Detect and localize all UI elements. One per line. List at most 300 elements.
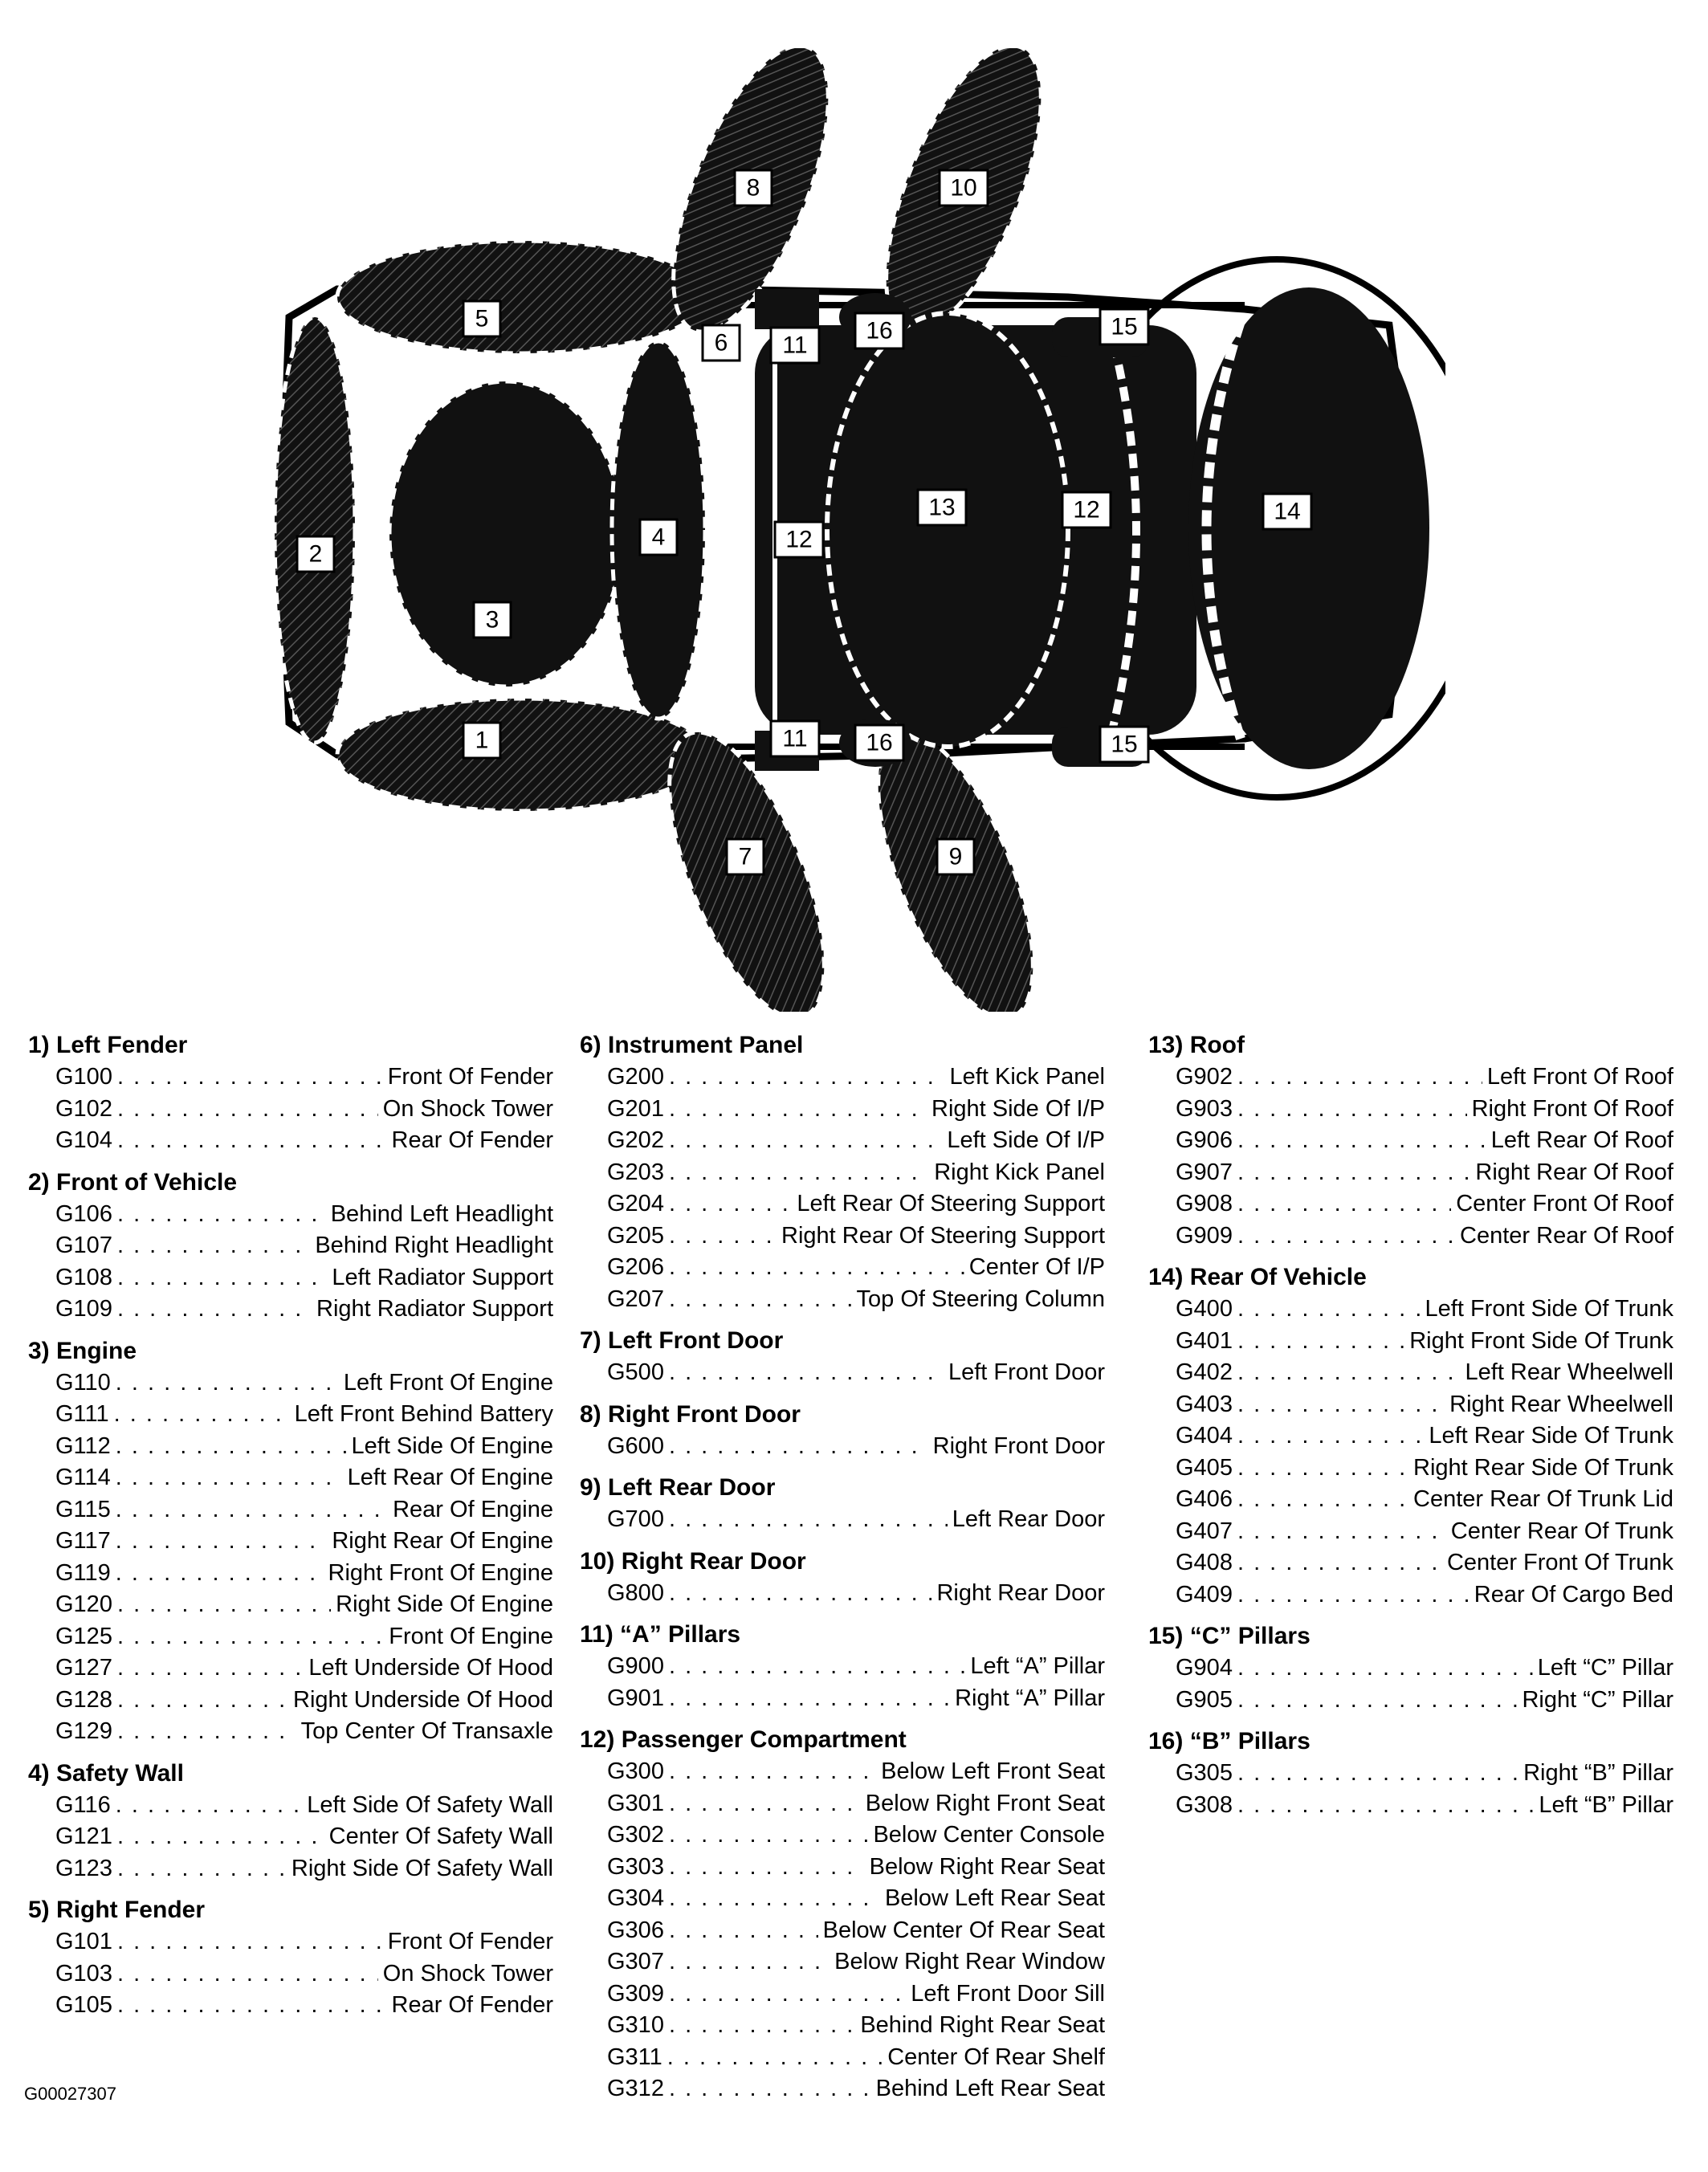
- legend-group: [28, 1894, 574, 2022]
- ground-code: G111: [55, 1401, 109, 1427]
- ground-code: G310: [607, 2012, 664, 2038]
- ground-code: G103: [55, 1960, 112, 1987]
- legend-entry: [1148, 1579, 1673, 1612]
- zone-5-right-fender: [337, 241, 707, 353]
- dot-leader: [669, 1820, 869, 1852]
- ground-code: G402: [1176, 1359, 1233, 1385]
- legend-entry: [580, 1431, 1105, 1463]
- legend-group: [580, 1619, 1126, 1714]
- legend-entry: [580, 1820, 1105, 1852]
- ground-code: G907: [1176, 1159, 1233, 1185]
- dot-leader: [117, 1262, 327, 1294]
- ground-location: Right Rear Side Of Trunk: [1413, 1454, 1673, 1481]
- dot-leader: [117, 1990, 387, 2022]
- dot-leader: [117, 1716, 296, 1748]
- legend-entry: [580, 1188, 1105, 1220]
- ground-code: G909: [1176, 1222, 1233, 1249]
- ground-code: G106: [55, 1200, 112, 1227]
- zone-number: 14: [1274, 498, 1301, 525]
- legend-entry: [28, 1652, 553, 1685]
- ground-code: G105: [55, 1992, 112, 2018]
- dot-leader: [117, 1685, 288, 1717]
- ground-code: G901: [607, 1685, 664, 1711]
- ground-code: G107: [55, 1233, 112, 1258]
- dot-leader: [1237, 1484, 1408, 1516]
- ground-code: G908: [1176, 1191, 1233, 1216]
- ground-code: G403: [1176, 1391, 1233, 1417]
- ground-code: G404: [1176, 1423, 1233, 1449]
- dot-leader: [117, 1199, 326, 1231]
- legend-entry: [28, 1125, 553, 1157]
- dot-leader: [669, 1220, 777, 1253]
- dot-leader: [117, 1621, 384, 1653]
- dot-leader: [1237, 1094, 1467, 1126]
- zone-number: 8: [746, 174, 760, 202]
- dot-leader: [117, 1652, 304, 1685]
- ground-code: G129: [55, 1718, 112, 1744]
- legend-entry: [1148, 1790, 1673, 1822]
- dot-leader: [669, 1883, 880, 1915]
- ground-location: Right “B” Pillar: [1523, 1760, 1673, 1786]
- legend-entry: [28, 1294, 553, 1326]
- legend-entry: [28, 1958, 553, 1991]
- zone-label: [640, 520, 677, 555]
- zone-number: 16: [866, 729, 893, 756]
- ground-location: Below Center Of Rear Seat: [822, 1917, 1105, 1943]
- legend-entry: [580, 1946, 1105, 1978]
- legend-group: [28, 1335, 574, 1748]
- ground-location: Center Rear Of Trunk: [1450, 1518, 1673, 1544]
- legend-group-title: 12) Passenger Compartment: [580, 1726, 907, 1753]
- dot-leader: [116, 1526, 328, 1558]
- ground-location: Left Front Door Sill: [911, 1980, 1105, 2007]
- dot-leader: [1237, 1357, 1461, 1389]
- dot-leader: [1237, 1652, 1533, 1685]
- ground-code: G406: [1176, 1486, 1233, 1512]
- dot-leader: [116, 1558, 324, 1590]
- vehicle-ground-location-diagram: [241, 48, 1445, 1012]
- dot-leader: [669, 1062, 945, 1094]
- legend-entry: [28, 1199, 553, 1231]
- dot-leader: [669, 2010, 855, 2042]
- dot-leader: [114, 1399, 290, 1431]
- ground-location: Right Front Of Roof: [1471, 1095, 1673, 1122]
- legend-entry: [28, 1621, 553, 1653]
- ground-location: Left “C” Pillar: [1537, 1655, 1673, 1681]
- zone-label: [474, 602, 511, 638]
- zone-label: [855, 313, 903, 348]
- ground-code: G311: [607, 2044, 662, 2070]
- legend-entry: [580, 1284, 1105, 1316]
- ground-code: G309: [607, 1980, 664, 2007]
- legend-entry: [1148, 1062, 1673, 1094]
- ground-location: Left Front Side Of Trunk: [1425, 1296, 1673, 1322]
- ground-code: G109: [55, 1296, 112, 1322]
- dot-leader: [1237, 1790, 1534, 1822]
- ground-location: Right Underside Of Hood: [293, 1686, 553, 1713]
- ground-code: G127: [55, 1655, 112, 1681]
- dot-leader: [669, 1188, 792, 1220]
- legend-group-title: 14) Rear Of Vehicle: [1148, 1264, 1367, 1290]
- ground-code: G700: [607, 1506, 664, 1532]
- legend-entry: [1148, 1326, 1673, 1358]
- legend-group-title: 8) Right Front Door: [580, 1400, 801, 1428]
- ground-location: Behind Left Rear Seat: [875, 2076, 1105, 2101]
- legend-group: [28, 1029, 574, 1157]
- ground-code: G408: [1176, 1550, 1233, 1575]
- zone-number: 11: [782, 332, 808, 359]
- ground-location: Front Of Fender: [387, 1064, 553, 1090]
- ground-code: G206: [607, 1254, 664, 1280]
- dot-leader: [1237, 1294, 1421, 1326]
- legend-group-title: 3) Engine: [28, 1337, 137, 1364]
- ground-location: Right Radiator Support: [316, 1296, 553, 1322]
- dot-leader: [117, 1294, 312, 1326]
- zone-label: [1062, 492, 1111, 528]
- ground-code: G102: [55, 1095, 112, 1122]
- ground-code: G905: [1176, 1686, 1233, 1713]
- legend-group: [580, 1029, 1126, 1315]
- legend-group-title: 6) Instrument Panel: [580, 1032, 804, 1058]
- ground-location: Right Front Side Of Trunk: [1409, 1327, 1673, 1354]
- zone-label: [463, 723, 500, 758]
- dot-leader: [116, 1790, 302, 1822]
- legend-group-title: 10) Right Rear Door: [580, 1547, 806, 1575]
- legend-entry: [1148, 1188, 1673, 1220]
- ground-location: Right Rear Of Steering Support: [781, 1222, 1105, 1249]
- zone-number: 12: [785, 526, 813, 553]
- dot-leader: [669, 1431, 928, 1463]
- ground-location: Left Front Door: [948, 1359, 1105, 1385]
- dot-leader: [669, 1094, 927, 1126]
- zone-label: [727, 839, 764, 874]
- ground-location: Behind Right Rear Seat: [860, 2012, 1105, 2038]
- dot-leader: [669, 1651, 965, 1683]
- dot-leader: [116, 1462, 343, 1494]
- dot-leader: [117, 1125, 387, 1157]
- ground-code: G401: [1176, 1327, 1233, 1354]
- ground-location: Center Of Safety Wall: [328, 1824, 553, 1849]
- dot-leader: [117, 1094, 378, 1126]
- ground-code: G205: [607, 1222, 664, 1249]
- ground-code: G405: [1176, 1454, 1233, 1481]
- dot-leader: [1237, 1758, 1518, 1790]
- ground-location: Left Side Of Engine: [351, 1432, 553, 1459]
- zone-label: [703, 325, 740, 361]
- dot-leader: [669, 1788, 861, 1820]
- ground-code: G110: [55, 1369, 111, 1396]
- legend-entry: [1148, 1547, 1673, 1579]
- ground-code: G904: [1176, 1655, 1233, 1681]
- legend-group: [580, 1546, 1126, 1610]
- legend-entry: [28, 1062, 553, 1094]
- legend-entry: [28, 1462, 553, 1494]
- ground-code: G116: [55, 1791, 111, 1818]
- legend-entry: [1148, 1652, 1673, 1685]
- legend-entry: [28, 1589, 553, 1621]
- ground-location: Right Side Of I/P: [931, 1095, 1105, 1122]
- ground-location: Left Underside Of Hood: [308, 1655, 553, 1681]
- legend-entry: [580, 1978, 1105, 2011]
- ground-code: G128: [55, 1686, 112, 1713]
- legend-group-title: 4) Safety Wall: [28, 1759, 184, 1787]
- ground-location: Below Right Front Seat: [865, 1790, 1105, 1816]
- ground-location: Left Side Of I/P: [947, 1127, 1105, 1153]
- zone-shapes: [275, 48, 1429, 1012]
- dot-leader: [669, 1125, 942, 1157]
- legend-entry: [580, 2042, 1105, 2074]
- zone-label: [771, 328, 819, 363]
- ground-code: G303: [607, 1853, 664, 1880]
- dot-leader: [117, 1062, 383, 1094]
- ground-code: G900: [607, 1653, 664, 1679]
- ground-location: Left Front Of Roof: [1486, 1064, 1673, 1090]
- legend-entry: [28, 1926, 553, 1958]
- zone-label: [463, 301, 500, 336]
- ground-location: Left Rear Of Engine: [347, 1465, 553, 1490]
- legend-group-title: 7) Left Front Door: [580, 1327, 784, 1354]
- ground-location: Left “B” Pillar: [1539, 1791, 1673, 1818]
- legend-entry: [28, 1853, 553, 1885]
- ground-code: G500: [607, 1359, 664, 1385]
- ground-code: G112: [55, 1432, 111, 1459]
- ground-location: Right Side Of Engine: [336, 1591, 553, 1617]
- ground-code: G407: [1176, 1518, 1233, 1544]
- zone-label: [775, 522, 823, 557]
- dot-leader: [669, 1756, 876, 1788]
- legend-group: [580, 1325, 1126, 1389]
- zone-label: [297, 536, 334, 572]
- ground-code: G312: [607, 2076, 664, 2101]
- dot-leader: [1237, 1220, 1455, 1253]
- ground-location: Below Right Rear Seat: [869, 1853, 1105, 1880]
- legend-entry: [28, 1685, 553, 1717]
- legend-group-title: 11) “A” Pillars: [580, 1621, 741, 1648]
- dot-leader: [116, 1494, 388, 1526]
- legend-group: [580, 1724, 1126, 2105]
- ground-location: Center Rear Of Trunk Lid: [1413, 1486, 1673, 1512]
- legend-entry: [1148, 1420, 1673, 1453]
- ground-location: Rear Of Cargo Bed: [1474, 1581, 1673, 1608]
- zone-label: [940, 170, 988, 206]
- dot-leader: [669, 1946, 830, 1978]
- legend-entry: [28, 1494, 553, 1526]
- zone-label: [918, 490, 966, 525]
- zone-number: 5: [475, 305, 489, 332]
- ground-code: G304: [607, 1885, 664, 1911]
- legend-group: [28, 1167, 574, 1326]
- dot-leader: [117, 1853, 287, 1885]
- ground-code: G101: [55, 1929, 112, 1954]
- zone-number: 3: [485, 606, 499, 634]
- legend-entry: [1148, 1389, 1673, 1421]
- legend-entry: [1148, 1453, 1673, 1485]
- zone-number: 11: [782, 725, 808, 752]
- ground-location: Right Front Of Engine: [328, 1559, 553, 1586]
- ground-code: G600: [607, 1432, 664, 1459]
- dot-leader: [669, 2073, 871, 2105]
- legend-entry: [1148, 1516, 1673, 1548]
- legend-entry: [580, 1756, 1105, 1788]
- ground-code: G307: [607, 1949, 664, 1974]
- legend-entry: [580, 1062, 1105, 1094]
- dot-leader: [1237, 1062, 1482, 1094]
- legend-entry: [28, 1716, 553, 1748]
- zone-2-front-of-vehicle: [275, 317, 355, 743]
- ground-code: G121: [55, 1824, 112, 1849]
- zone-3-engine: [389, 381, 622, 687]
- dot-leader: [117, 1926, 383, 1958]
- dot-leader: [117, 1589, 331, 1621]
- ground-code: G115: [55, 1496, 111, 1522]
- ground-location: Right Kick Panel: [934, 1159, 1105, 1185]
- legend-group: [580, 1399, 1126, 1463]
- legend-entry: [1148, 1294, 1673, 1326]
- legend-group-title: 13) Roof: [1148, 1032, 1245, 1058]
- ground-location: Left Kick Panel: [949, 1064, 1105, 1090]
- figure-id: G00027307: [24, 2084, 116, 2104]
- ground-code: G300: [607, 1758, 664, 1784]
- ground-location: Top Center Of Transaxle: [300, 1718, 553, 1744]
- legend-group: [1148, 1261, 1694, 1611]
- ground-location: On Shock Tower: [382, 1095, 553, 1122]
- ground-code: G117: [55, 1528, 111, 1554]
- legend-entry: [580, 2073, 1105, 2105]
- dot-leader: [1237, 1685, 1518, 1717]
- legend-entry: [1148, 1125, 1673, 1157]
- dot-leader: [1237, 1389, 1445, 1421]
- legend-column-3: [1148, 1029, 1694, 1831]
- ground-location: Below Left Front Seat: [881, 1758, 1105, 1784]
- ground-location: Below Right Rear Window: [834, 1949, 1105, 1974]
- zone-number: 7: [738, 843, 752, 870]
- legend-entry: [1148, 1357, 1673, 1389]
- ground-location: Left Radiator Support: [332, 1264, 553, 1290]
- ground-location: Left “A” Pillar: [970, 1653, 1105, 1679]
- ground-location: Below Center Console: [873, 1822, 1105, 1848]
- ground-code: G308: [1176, 1791, 1233, 1818]
- dot-leader: [669, 1978, 906, 2011]
- ground-location: Front Of Fender: [387, 1929, 553, 1954]
- ground-location: Top Of Steering Column: [856, 1286, 1105, 1312]
- legend-group-title: 5) Right Fender: [28, 1897, 206, 1923]
- zone-13-roof: [827, 313, 1068, 747]
- ground-location: Left Rear Of Roof: [1490, 1127, 1673, 1153]
- ground-location: Right Front Door: [932, 1432, 1105, 1459]
- legend-group: [1148, 1726, 1694, 1821]
- zone-number: 16: [866, 317, 893, 344]
- ground-location: Right Rear Door: [936, 1579, 1105, 1606]
- legend-entry: [580, 1651, 1105, 1683]
- legend-entry: [28, 1230, 553, 1262]
- dot-leader: [117, 1230, 310, 1262]
- legend-group: [580, 1472, 1126, 1536]
- dot-leader: [1237, 1125, 1486, 1157]
- dot-leader: [667, 2042, 883, 2074]
- zone-label: [1263, 494, 1311, 529]
- ground-location: Right Rear Of Engine: [332, 1528, 553, 1554]
- ground-code: G204: [607, 1191, 664, 1216]
- ground-code: G305: [1176, 1760, 1233, 1786]
- dot-leader: [1237, 1326, 1404, 1358]
- legend-column-1: [28, 1029, 574, 2031]
- legend-group-title: 1) Left Fender: [28, 1032, 188, 1058]
- ground-code: G108: [55, 1264, 112, 1290]
- ground-code: G902: [1176, 1064, 1233, 1090]
- ground-location: Center Front Of Trunk: [1446, 1550, 1673, 1575]
- legend-entry: [28, 1094, 553, 1126]
- zone-number: 10: [950, 174, 977, 202]
- ground-code: G800: [607, 1579, 664, 1606]
- zone-label: [735, 170, 772, 206]
- ground-location: Right “A” Pillar: [955, 1685, 1105, 1711]
- dot-leader: [669, 1357, 944, 1389]
- legend-entry: [580, 1683, 1105, 1715]
- ground-location: Rear Of Fender: [391, 1127, 553, 1153]
- ground-location: Center Of Rear Shelf: [887, 2044, 1105, 2070]
- ground-code: G302: [607, 1822, 664, 1848]
- ground-code: G119: [55, 1559, 111, 1586]
- ground-code: G400: [1176, 1296, 1233, 1322]
- legend-entry: [580, 1357, 1105, 1389]
- zone-label: [1100, 309, 1148, 344]
- legend-entry: [1148, 1685, 1673, 1717]
- ground-location: Left Side Of Safety Wall: [307, 1791, 553, 1818]
- dot-leader: [1237, 1420, 1424, 1453]
- legend-column-2: [580, 1029, 1126, 2115]
- zone-label: [855, 725, 903, 760]
- legend-entry: [580, 1788, 1105, 1820]
- ground-code: G903: [1176, 1095, 1233, 1122]
- dot-leader: [1237, 1547, 1442, 1579]
- ground-location: Center Of I/P: [968, 1254, 1105, 1280]
- zone-number: 1: [475, 727, 489, 754]
- legend-group: [1148, 1029, 1694, 1252]
- dot-leader: [117, 1821, 324, 1853]
- ground-code: G120: [55, 1591, 112, 1617]
- dot-leader: [116, 1431, 347, 1463]
- legend-entry: [580, 1252, 1105, 1284]
- dot-leader: [669, 1157, 929, 1189]
- zone-number: 6: [714, 329, 728, 357]
- ground-code: G906: [1176, 1127, 1233, 1153]
- ground-location: Left Front Behind Battery: [294, 1401, 553, 1427]
- legend-entry: [28, 1367, 553, 1400]
- dot-leader: [669, 1683, 950, 1715]
- zone-number: 4: [651, 524, 666, 551]
- ground-code: G301: [607, 1790, 664, 1816]
- legend-group: [28, 1758, 574, 1885]
- ground-code: G306: [607, 1917, 664, 1943]
- dot-leader: [1237, 1453, 1408, 1485]
- dot-leader: [1237, 1579, 1470, 1612]
- dot-leader: [669, 1578, 932, 1610]
- legend-entry: [1148, 1094, 1673, 1126]
- legend-entry: [580, 1915, 1105, 1947]
- zone-label: [937, 839, 974, 874]
- legend-group-title: 9) Left Rear Door: [580, 1474, 776, 1501]
- dot-leader: [1237, 1157, 1470, 1189]
- ground-location: On Shock Tower: [382, 1960, 553, 1987]
- legend-entry: [580, 1125, 1105, 1157]
- ground-code: G203: [607, 1159, 664, 1185]
- ground-location: Right Side Of Safety Wall: [291, 1855, 553, 1881]
- ground-location: Behind Right Headlight: [315, 1233, 553, 1258]
- zone-number: 9: [948, 843, 963, 870]
- zone-number: 13: [928, 494, 956, 521]
- ground-location: Right Rear Wheelwell: [1449, 1391, 1673, 1417]
- zone-11-a-pillar-right: [755, 289, 819, 329]
